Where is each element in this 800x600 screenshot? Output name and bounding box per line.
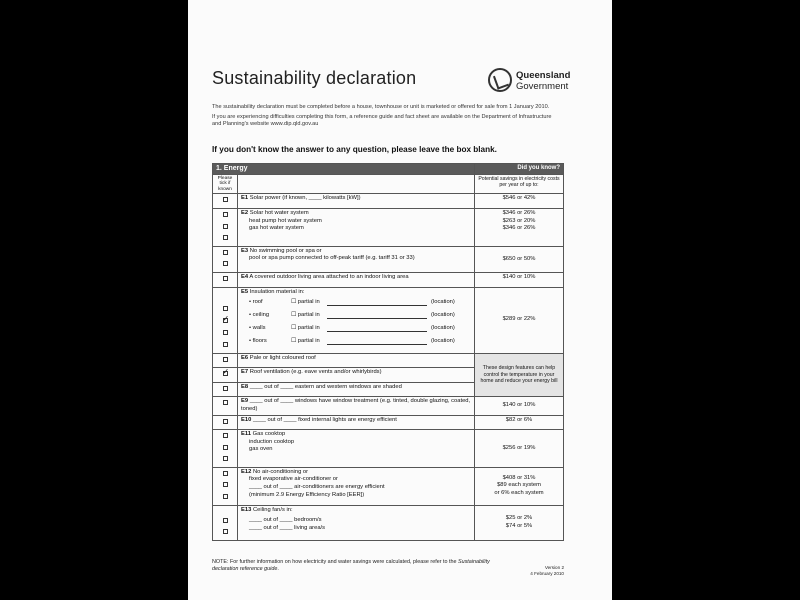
- text-e8: ____ out of ____ eastern and western windows are shaded: [249, 383, 402, 390]
- question-column-header: [238, 174, 475, 194]
- text-e1: Solar power (if known, ____ kilowatts [kW]): [249, 195, 361, 202]
- checkbox-e2-gas[interactable]: [223, 235, 228, 240]
- did-you-know: Did you know?: [475, 164, 564, 175]
- e5-walls-partial[interactable]: ☐ partial in: [291, 324, 320, 331]
- text-e12-line4: (minimum 2.9 Energy Efficiency Ratio [EER]): [249, 491, 365, 498]
- version-info: [514, 565, 564, 576]
- row-e9: [213, 397, 564, 415]
- intro-text: [212, 104, 552, 132]
- code-e10: E10: [241, 416, 252, 423]
- checkbox-e7[interactable]: [223, 371, 228, 376]
- e5-roof-label: • roof: [249, 298, 263, 305]
- e5-roof-row: [241, 296, 471, 309]
- e5-ceiling-label: • ceiling: [249, 311, 270, 318]
- e5-ceiling-location-field[interactable]: [327, 312, 427, 319]
- e5-floors-location-field[interactable]: [327, 338, 427, 345]
- checkbox-e13-living[interactable]: [223, 529, 228, 534]
- code-e13: E13: [241, 506, 252, 513]
- checkbox-e2-heat-pump[interactable]: [223, 224, 228, 229]
- checkbox-e5-ceiling[interactable]: [223, 318, 228, 323]
- saving-e2-solar: $346 or 26%: [502, 209, 536, 216]
- e5-walls-location-label: (location): [431, 324, 455, 331]
- saving-e12-1: $408 or 31%: [502, 474, 536, 481]
- e5-floors-label: • floors: [249, 337, 267, 344]
- row-e1: [213, 194, 564, 209]
- text-e3-line2: pool or spa pump connected to off-peak tariff (e.g. tariff 31 or 33): [249, 255, 415, 262]
- e5-ceiling-partial[interactable]: ☐ partial in: [291, 311, 320, 318]
- code-e2: E2: [241, 209, 249, 216]
- text-e13: Ceiling fan/s in:: [252, 506, 293, 513]
- saving-e4: $140 or 10%: [475, 272, 564, 287]
- saving-e9: $140 or 10%: [475, 397, 564, 415]
- row-e4: [213, 272, 564, 287]
- e5-floors-partial[interactable]: ☐ partial in: [291, 337, 320, 344]
- text-e12-line2: fixed evaporative air-conditioner or: [249, 476, 338, 483]
- text-e2-line1: Solar hot water system: [249, 209, 309, 216]
- text-e4: A covered outdoor living area attached to an indoor living area: [249, 273, 409, 280]
- design-features-note: These design features can help control the temperature in your home and reduce your energy bill: [475, 353, 564, 397]
- savings-column-header: Potential savings in electricity costs per year of up to:: [475, 174, 564, 194]
- e5-ceiling-row: [241, 309, 471, 322]
- checkbox-e11-gas-cooktop[interactable]: [223, 433, 228, 438]
- checkbox-e12-evaporative[interactable]: [223, 482, 228, 487]
- saving-e3: $650 or 50%: [475, 246, 564, 272]
- checkbox-e11-induction[interactable]: [223, 445, 228, 450]
- text-e11-line1: Gas cooktop: [252, 431, 286, 438]
- row-e11: [213, 430, 564, 468]
- checkbox-e4[interactable]: [223, 276, 228, 281]
- column-header-row: [213, 174, 564, 194]
- row-e6: [213, 353, 564, 368]
- saving-e5: $289 or 22%: [475, 287, 564, 353]
- text-e12-line3: ____ out of ____ air-conditioners are energy efficient: [249, 484, 385, 491]
- e5-roof-partial[interactable]: ☐ partial in: [291, 298, 320, 305]
- row-e13: [213, 505, 564, 540]
- checkbox-e3-offpeak[interactable]: [223, 261, 228, 266]
- text-e9: ____ out of ____ windows have window treatment (e.g. tinted, double glazing, coated, toned): [241, 398, 471, 412]
- checkbox-e2-solar[interactable]: [223, 212, 228, 217]
- checkbox-e8[interactable]: [223, 386, 228, 391]
- footnote-suffix: .: [277, 565, 279, 572]
- e5-floors-row: [241, 335, 471, 348]
- energy-table: [212, 163, 564, 541]
- e5-floors-location-label: (location): [431, 337, 455, 344]
- checkbox-e9[interactable]: [223, 400, 228, 405]
- e5-ceiling-location-label: (location): [431, 311, 455, 318]
- text-e11-line3: gas oven: [249, 446, 273, 453]
- version-label: Version 2: [544, 565, 564, 570]
- e5-roof-location-field[interactable]: [327, 299, 427, 306]
- saving-e11: $256 or 19%: [475, 430, 564, 468]
- intro-paragraph-2: If you are experiencing difficulties completing this form, a reference guide and fact sheet are available on the Department of Infrastructure and Planning's website www.dip.qld.gov.au: [212, 114, 552, 128]
- saving-e10: $82 or 6%: [475, 415, 564, 430]
- saving-e13-bedroom: $25 or 2%: [505, 515, 533, 522]
- saving-e13-living: $74 or 5%: [505, 522, 533, 529]
- code-e5: E5: [241, 288, 249, 295]
- code-e4: E4: [241, 273, 249, 280]
- checkbox-e5-walls[interactable]: [223, 330, 228, 335]
- checkbox-e5-floors[interactable]: [223, 342, 228, 347]
- logo-mark-icon: [488, 68, 512, 92]
- code-e6: E6: [241, 354, 249, 361]
- text-e11-line2: induction cooktop: [249, 438, 295, 445]
- checkbox-e13-bedroom[interactable]: [223, 518, 228, 523]
- checkbox-e6[interactable]: [223, 357, 228, 362]
- section-title: 1. Energy: [213, 164, 475, 175]
- saving-e2-heat-pump: $263 or 20%: [502, 217, 536, 224]
- logo-line2: Government: [516, 81, 569, 92]
- section-header: [213, 164, 564, 175]
- footnote-prefix: NOTE: For further information on how electricity and water savings were calculated, please refer to the: [212, 559, 458, 565]
- version-date: 4 February 2010: [530, 570, 564, 576]
- blank-box-warning: If you don't know the answer to any question, please leave the box blank.: [212, 145, 497, 154]
- e5-walls-label: • walls: [249, 324, 266, 331]
- checkbox-e5-roof[interactable]: [223, 306, 228, 311]
- checkbox-e12-efficient[interactable]: [223, 494, 228, 499]
- e5-roof-location-label: (location): [431, 298, 455, 305]
- row-e10: [213, 415, 564, 430]
- checkbox-e1[interactable]: [223, 197, 228, 202]
- row-e3: [213, 246, 564, 272]
- checkbox-e10[interactable]: [223, 419, 228, 424]
- code-e9: E9: [241, 398, 249, 405]
- e5-walls-location-field[interactable]: [327, 325, 427, 332]
- code-e3: E3: [241, 247, 249, 254]
- logo-line1: Queensland: [516, 70, 571, 81]
- code-e8: E8: [241, 383, 249, 390]
- text-e6: Pale or light coloured roof: [249, 354, 316, 361]
- text-e2-line3: gas hot water system: [249, 225, 304, 232]
- text-e5: Insulation material in:: [249, 288, 305, 295]
- row-e5: [213, 287, 564, 353]
- e5-walls-row: [241, 322, 471, 335]
- text-e13-line2: ____ out of ____ living area/s: [249, 524, 326, 531]
- code-e7: E7: [241, 369, 249, 376]
- footnote-guide-title: Sustainability declaration reference guide: [212, 559, 490, 572]
- text-e3-line1: No swimming pool or spa or: [249, 247, 322, 254]
- footnote: [212, 559, 502, 572]
- checkbox-e12-no-ac[interactable]: [223, 471, 228, 476]
- checkbox-e3-no-pool[interactable]: [223, 250, 228, 255]
- saving-e2-gas: $346 or 26%: [502, 225, 536, 232]
- text-e2-line2: heat pump hot water system: [249, 217, 322, 224]
- saving-e12-3: or 6% each system: [494, 490, 544, 497]
- text-e13-line1: ____ out of ____ bedroom/s: [249, 517, 322, 524]
- form-page: [188, 0, 612, 600]
- text-e12-line1: No air-conditioning or: [252, 468, 309, 475]
- text-e7: Roof ventilation (e.g. eave vents and/or whirlybirds): [249, 369, 382, 376]
- row-e12: [213, 467, 564, 505]
- tick-column-header: Please tick if known: [213, 174, 238, 194]
- code-e12: E12: [241, 468, 252, 475]
- form-title: Sustainability declaration: [212, 68, 417, 88]
- saving-e1: $546 or 42%: [475, 194, 564, 209]
- code-e1: E1: [241, 195, 249, 202]
- row-e2: [213, 208, 564, 246]
- queensland-government-logo: [488, 68, 598, 98]
- text-e10: ____ out of ____ fixed internal lights are energy efficient: [252, 416, 397, 423]
- code-e11: E11: [241, 431, 251, 438]
- intro-paragraph-1: The sustainability declaration must be completed before a house, townhouse or unit is marketed or offered for sale from 1 January 2010.: [212, 104, 550, 110]
- saving-e12-2: $89 each system: [497, 482, 541, 489]
- checkbox-e11-gas-oven[interactable]: [223, 456, 228, 461]
